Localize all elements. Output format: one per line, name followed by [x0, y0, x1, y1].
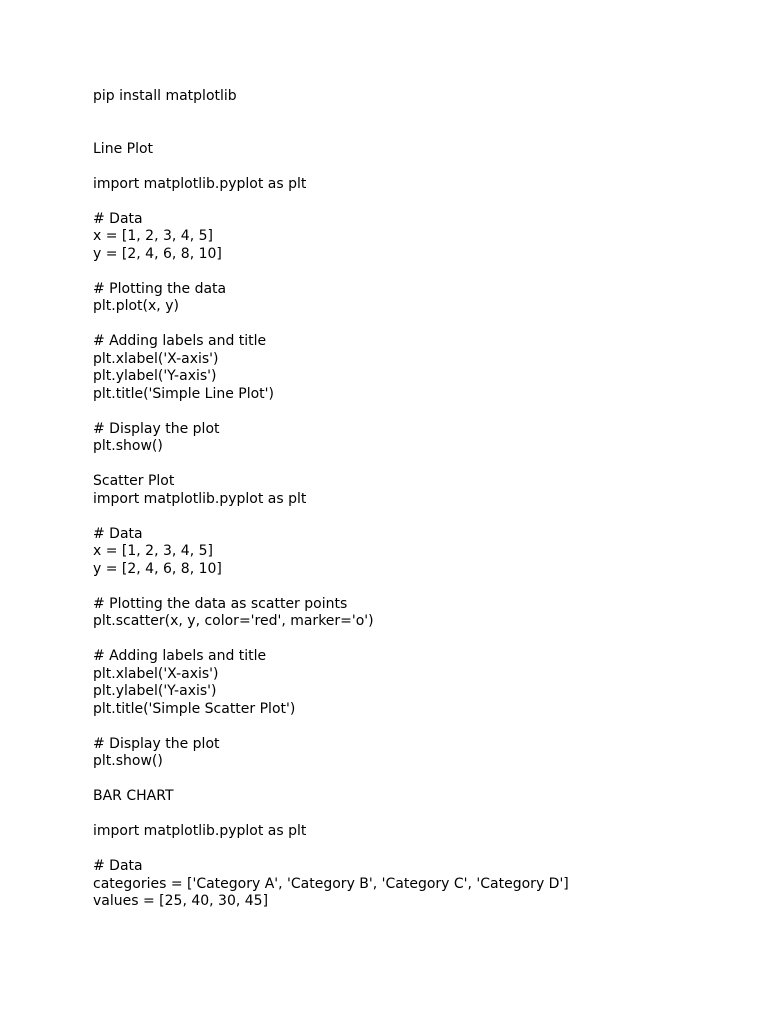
document-body — [93, 88, 733, 911]
text-line: # Adding labels and title — [93, 648, 267, 664]
blank-line — [93, 158, 733, 176]
text-line: x = [1, 2, 3, 4, 5] — [93, 228, 213, 244]
blank-line — [93, 508, 733, 526]
text-line: pip install matplotlib — [93, 88, 237, 104]
blank-line — [93, 841, 733, 859]
blank-line — [93, 106, 733, 124]
text-line: plt.scatter(x, y, color='red', marker='o') — [93, 613, 374, 629]
blank-line — [93, 718, 733, 736]
blank-line — [93, 578, 733, 596]
text-line: plt.plot(x, y) — [93, 298, 179, 314]
text-line: # Display the plot — [93, 735, 220, 752]
text-line: # Data — [93, 210, 143, 227]
text-line: # Data — [93, 858, 143, 874]
text-line: Line Plot — [93, 140, 154, 157]
blank-line — [93, 123, 733, 141]
text-line: plt.ylabel('Y-axis') — [93, 683, 217, 699]
text-line: y = [2, 4, 6, 8, 10] — [93, 560, 222, 577]
text-line: categories = ['Category A', 'Category B', 'Category C', 'Category D'] — [93, 875, 569, 892]
blank-line — [93, 403, 733, 421]
text-line: plt.xlabel('X-axis') — [93, 350, 219, 367]
text-line: plt.title('Simple Line Plot') — [93, 385, 274, 402]
text-line: x = [1, 2, 3, 4, 5] — [93, 543, 213, 559]
blank-line — [93, 771, 733, 789]
text-line: plt.show() — [93, 438, 163, 454]
text-line: # Plotting the data as scatter points — [93, 595, 348, 612]
blank-line — [93, 631, 733, 649]
text-line: import matplotlib.pyplot as plt — [93, 175, 307, 192]
text-line: plt.title('Simple Scatter Plot') — [93, 700, 296, 717]
text-line: # Data — [93, 525, 143, 542]
text-line: plt.ylabel('Y-axis') — [93, 368, 217, 384]
text-line: BAR CHART — [93, 788, 174, 804]
blank-line — [93, 263, 733, 281]
text-line: import matplotlib.pyplot as plt — [93, 823, 307, 839]
text-line: # Plotting the data — [93, 280, 227, 297]
text-line: plt.xlabel('X-axis') — [93, 665, 219, 682]
text-line: plt.show() — [93, 753, 163, 769]
text-line: import matplotlib.pyplot as plt — [93, 490, 307, 507]
text-line: y = [2, 4, 6, 8, 10] — [93, 245, 222, 262]
text-line: # Adding labels and title — [93, 333, 267, 349]
text-line: Scatter Plot — [93, 473, 175, 489]
blank-line — [93, 456, 733, 474]
text-line: # Display the plot — [93, 420, 220, 437]
blank-line — [93, 193, 733, 211]
blank-line — [93, 316, 733, 334]
text-line: values = [25, 40, 30, 45] — [93, 893, 269, 909]
blank-line — [93, 806, 733, 824]
